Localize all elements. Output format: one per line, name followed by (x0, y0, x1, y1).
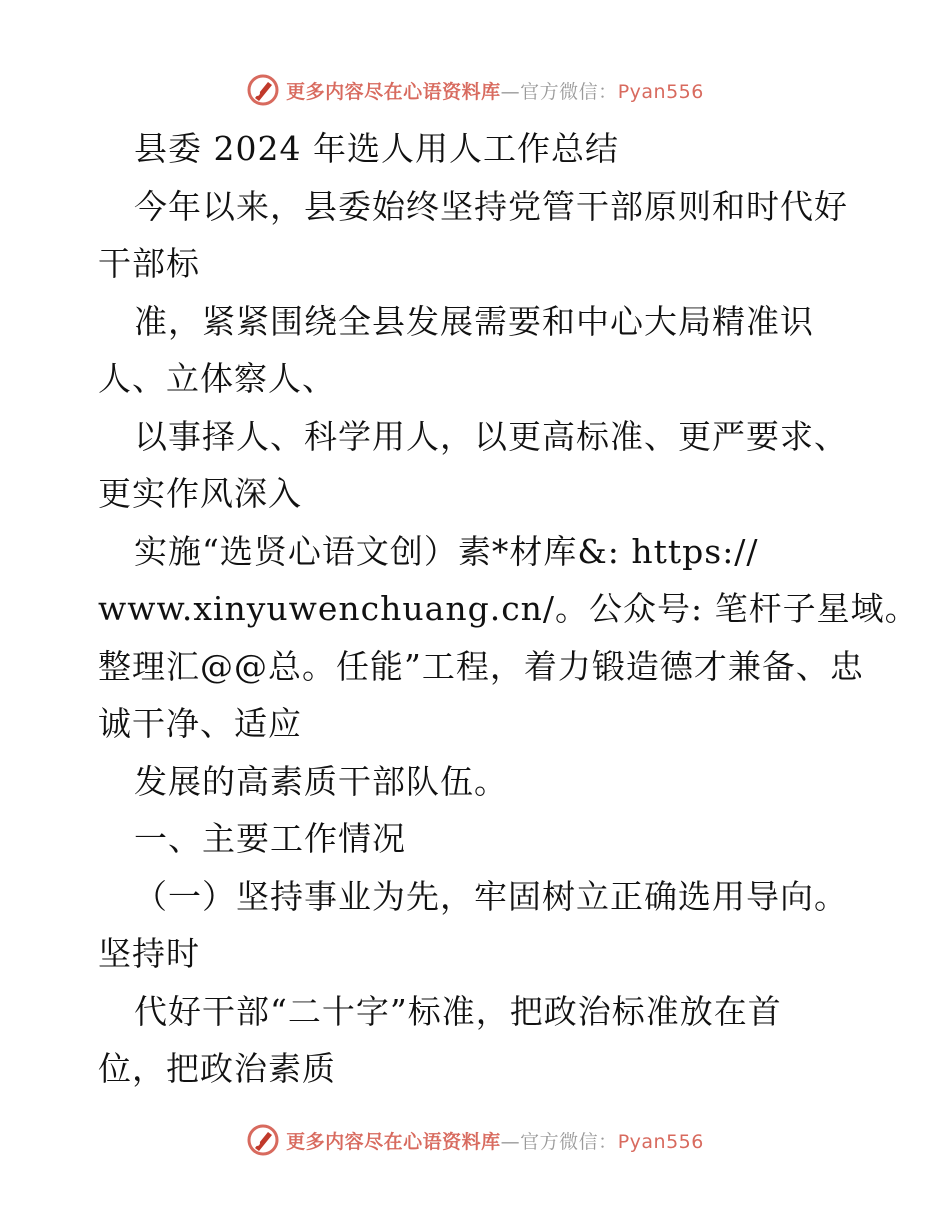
watermark-main: 更多内容尽在心语资料库 (286, 1130, 501, 1153)
document-body (98, 120, 919, 1098)
footer-watermark (0, 1120, 950, 1160)
watermark-text (286, 1127, 704, 1154)
paragraph-line: 代好干部“二十字”标准，把政治标准放在首 (134, 991, 782, 1031)
paragraph-line: 干部标 (98, 244, 200, 283)
paragraph-line: 实施“选贤心语文创）素*材库&: https:// (134, 531, 759, 571)
paragraph-line: 今年以来，县委始终坚持党管干部原则和时代好 (134, 186, 848, 226)
section-heading: 一、主要工作情况 (134, 819, 406, 858)
watermark-separator: — (500, 1130, 521, 1153)
pen-circle-logo-icon (246, 73, 280, 107)
watermark-separator: — (500, 80, 521, 103)
subsection-heading: （一）坚持事业为先，牢固树立正确选用导向。 (134, 876, 848, 916)
paragraph-line: 坚持时 (98, 934, 200, 973)
watermark-wechat-label: 官方微信： (520, 80, 618, 103)
paragraph-line: 发展的高素质干部队伍。 (134, 761, 508, 801)
document-title: 县委 2024 年选人用人工作总结 (134, 129, 619, 168)
paragraph-line: 以事择人、科学用人，以更高标准、更严要求、 (134, 416, 848, 456)
paragraph-line: www.xinyuwenchuang.cn/。公众号: 笔杆子星域。 (98, 589, 919, 628)
pen-circle-logo-icon (246, 1123, 280, 1157)
header-watermark (0, 70, 950, 110)
paragraph-line: 更实作风深入 (98, 474, 302, 513)
watermark-wechat-label: 官方微信： (520, 1130, 618, 1153)
watermark-wechat-id: Pyan556 (617, 80, 704, 103)
paragraph-line: 位，把政治素质 (98, 1049, 336, 1088)
watermark-main: 更多内容尽在心语资料库 (286, 80, 501, 103)
paragraph-line: 整理汇@@总。任能”工程，着力锻造德才兼备、忠 (98, 646, 864, 686)
paragraph-line: 准，紧紧围绕全县发展需要和中心大局精准识 (134, 301, 814, 341)
watermark-wechat-id: Pyan556 (617, 1130, 704, 1153)
paragraph-line: 诚干净、适应 (98, 704, 302, 743)
paragraph-line: 人、立体察人、 (98, 359, 336, 398)
watermark-text (286, 77, 704, 104)
